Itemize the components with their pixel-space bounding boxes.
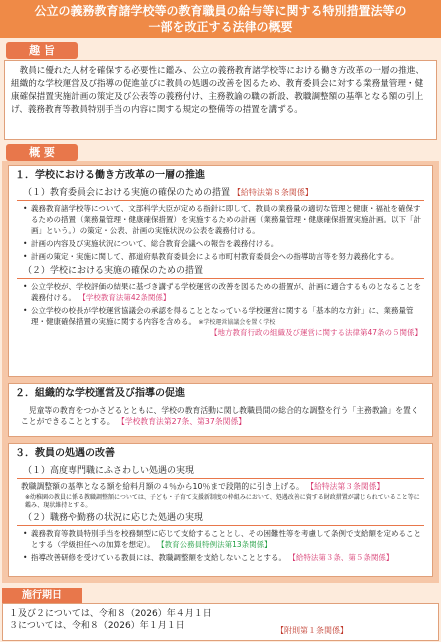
section-3-card <box>8 443 433 577</box>
section-2-body <box>21 405 420 427</box>
section-1-sub1-title: （１）教育委員会における実施の確保のための措置 <box>23 188 231 198</box>
page-title <box>0 0 441 38</box>
section-3-sub2-title: （２）職務や勤務の状況に応じた処遇の実現 <box>23 513 204 523</box>
section-3-sub1-heading <box>17 464 424 479</box>
section-2-heading: ２．組織的な学校運営及び指導の促進 <box>15 388 185 399</box>
section-2-card <box>8 383 433 437</box>
section-1-sub2-title: （２）学校における実施の確保のための措置 <box>23 266 204 276</box>
section-1-sub1-ref: 【給特法第８条関係】 <box>232 188 313 197</box>
list-item <box>23 552 422 563</box>
section-3-sub1-title: （１）高度専門職にふさわしい処遇の実現 <box>23 466 195 476</box>
effective-date-line-1: １及び２については、令和８（2026）年４月１日 <box>9 609 212 619</box>
list-item: • 義務教育諸学校等について、文部科学大臣が定める指針に即して、教員の業務量の適切な管理と健康・福祉を確保するための措置（業務量管理・健康確保措置）を実施するための計画（業務量管理・健康確保措置実施計画。以下「計画」という。）の策定・公表、計画の実施状況の公表を義務付ける。 <box>23 203 422 236</box>
section-3-sub1-ref: 【給特法第３条関係】 <box>306 482 385 491</box>
list-item <box>23 305 422 338</box>
list-item-ref: 【学校教育法第42条関係】 <box>78 293 171 302</box>
intro-box <box>4 60 437 140</box>
section-3-sub1-text: 教職調整額の基準となる額を給料月額の４％から10％まで段階的に引き上げる。 <box>21 482 304 491</box>
section-3-heading: ３．教員の処遇の改善 <box>15 448 115 459</box>
section-1-sub1-list <box>23 203 422 262</box>
section-2-text: 児童等の教育をつかさどるとともに、学校の教育活動に関し教職員間の総合的な調整を行う「主務教諭」を置くことができることとする。 <box>21 406 419 426</box>
title-line-1: 公立の義務教育諸学校等の教育職員の給与等に関する特別措置法等の <box>34 4 407 18</box>
section-1-sub1-heading <box>17 186 424 201</box>
section-2-ref: 【学校教育法第27条、第37条関係】 <box>117 417 247 426</box>
list-item: • 計画の策定・実施に関して、都道府県教育委員会による市町村教育委員会への指導助言等を努力義務化する。 <box>23 251 422 262</box>
list-item-ref: 【給特法第３条、第５条関係】 <box>288 553 394 562</box>
title-line-2: 一部を改正する法律の概要 <box>148 20 293 34</box>
effective-date-ref: 【附則第１条関係】 <box>276 626 348 635</box>
list-item <box>23 528 422 550</box>
section-3-sub1-body <box>21 481 420 492</box>
list-item-ref: 【教育公務員特例法第13条関係】 <box>157 540 272 549</box>
section-1-sub2-heading <box>17 264 424 279</box>
list-item <box>23 281 422 303</box>
list-item-ref: 【地方教育行政の組織及び運営に関する法律第47条の５関係】 <box>209 328 422 337</box>
list-item-text: 公立学校が、学校評価の結果に基づき講ずる学校運営の改善を図るための措置が、計画に適合するものとなることを義務付ける。 <box>31 282 421 302</box>
list-item-text: 義務教育等教員特別手当を校務類型に応じて支給することとし、その困難性等を考慮して条例で支給額を定めることとする（学級担任への加算を想定）。 <box>31 529 421 549</box>
section-3-sub2-heading <box>17 511 424 526</box>
section-3-sub1-note: ※幼稚園の教員に係る教職調整額については、子ども・子育て支援新制度の枠組みにおいて、処遇改善に資する財政措置が講じられていること等に鑑み、現状維持とする。 <box>25 494 420 509</box>
intro-label: 趣 旨 <box>6 42 78 59</box>
section-3-sub2-list <box>23 528 422 563</box>
section-1-card <box>8 165 433 377</box>
effective-date-box <box>2 603 439 641</box>
section-1-heading: １．学校における働き方改革の一層の推進 <box>15 170 205 181</box>
list-item-text: 公立学校の校長が学校運営協議会の承認を得ることとなっている学校運営に関する「基本的な方針」に、業務量管理・健康確保措置の実施に関する内容を含める。 <box>31 306 414 326</box>
list-item-text: 指導改善研修を受けている教員には、教職調整額を支給しないこととする。 <box>31 553 286 562</box>
effective-date-label: 施行期日 <box>2 588 82 603</box>
list-item-note: ※学校運営協議会を置く学校 <box>198 319 276 326</box>
effective-date-line-2: ３については、令和８（2026）年１月１日 <box>9 621 185 631</box>
list-item: • 計画の内容及び実施状況について、総合教育会議への報告を義務付ける。 <box>23 238 422 249</box>
overview-label: 概 要 <box>6 144 78 161</box>
intro-text: 教員に優れた人材を確保する必要性に鑑み、公立の義務教育諸学校等における働き方改革の一層の推進、組織的な学校運営及び指導の促進並びに教員の処遇の改善を図るため、教育委員会に対する業務量管理・健康確保措置実施計画の策定及び公表等の義務付け、主務教諭の職の新設、教職調整額の基準となる額の引上げ、義務教育等教員特別手当の内容に関する規定の整備等の措置を講ずる。 <box>11 66 425 115</box>
overview-section <box>2 161 439 583</box>
section-1-sub2-list <box>23 281 422 338</box>
